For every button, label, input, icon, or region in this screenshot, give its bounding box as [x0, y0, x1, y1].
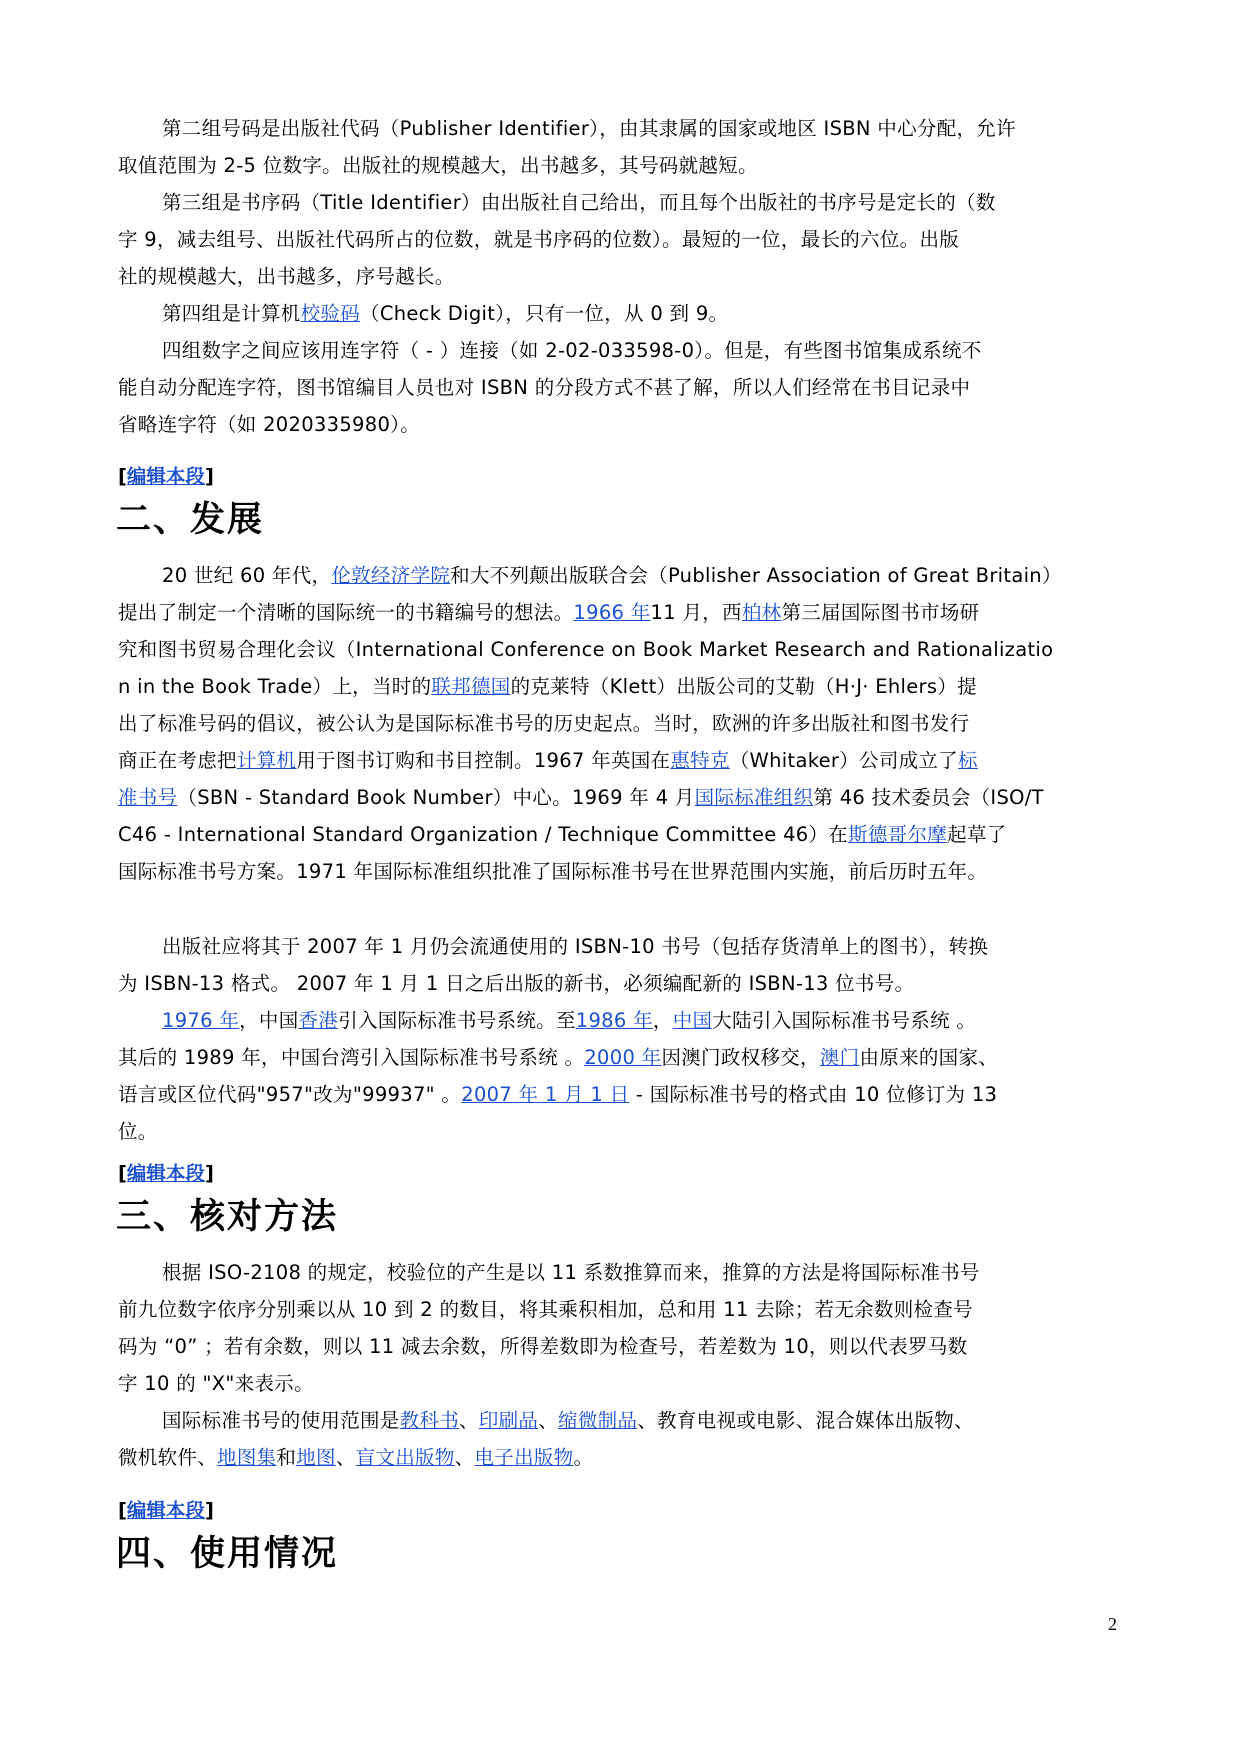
text-run: （Whitaker）公司成立了: [729, 749, 959, 772]
paragraph-hyphen: [118, 332, 1178, 443]
text-line: 位。: [118, 1120, 158, 1143]
text-run: 国际标准书号的使用范围是: [162, 1409, 400, 1432]
text-line: [118, 295, 1178, 332]
heading-development: 二、发展: [116, 500, 265, 540]
text-line: 出版社应将其于 2007 年 1 月仍会流通使用的 ISBN-10 书号（包括存货清单上的图书），转换: [162, 935, 989, 958]
paragraph-scope: [118, 1402, 1178, 1476]
link-textbook[interactable]: 教科书: [399, 1409, 460, 1432]
text-line: 第三组是书序码（Title Identifier）由出版社自己给出，而且每个出版社的书序号是定长的（数: [162, 191, 996, 214]
edit-section-link-3: [118, 1496, 214, 1526]
text-run: 语言或区位代码"957"改为"99937" 。: [118, 1083, 462, 1106]
edit-section-link-1: [118, 462, 214, 492]
text-run: 因澳门政权移交，: [661, 1046, 820, 1069]
text-run: 、: [454, 1446, 475, 1469]
text-run: - 国际标准书号的格式由 10 位修订为 13: [629, 1083, 998, 1106]
edit-section-button[interactable]: 编辑本段: [126, 465, 205, 488]
text-line: [118, 742, 1178, 779]
text-line: 字 10 的 "X"来表示。: [118, 1372, 314, 1395]
link-iso[interactable]: 国际标准组织: [694, 786, 814, 809]
text-run: C46 - International Standard Organization / Technique Committee 46）在: [118, 823, 849, 846]
text-run: 、: [335, 1446, 356, 1469]
edit-section-button[interactable]: 编辑本段: [126, 1499, 205, 1522]
link-check-digit[interactable]: 校验码: [300, 302, 361, 325]
text-run: （Check Digit），只有一位，从 0 到 9。: [360, 302, 729, 325]
text-line: [118, 816, 1178, 853]
text-run: 提出了制定一个清晰的国际统一的书籍编号的想法。: [118, 601, 574, 624]
text-run: 和大不列颠出版联合会（Publisher Association of Great Britain）: [450, 564, 1062, 587]
bracket: ]: [204, 1499, 214, 1522]
link-lse[interactable]: 伦敦经济学院: [331, 564, 451, 587]
paragraph-publisher-identifier: [118, 110, 1178, 184]
text-run: 、: [538, 1409, 559, 1432]
heading-usage: 四、使用情况: [116, 1534, 339, 1574]
text-run: 11 月，西: [650, 601, 742, 624]
text-run: 20 世纪 60 年代，: [162, 564, 332, 587]
text-line: [118, 1402, 1178, 1439]
text-run: 其后的 1989 年，中国台湾引入国际标准书号系统 。: [118, 1046, 585, 1069]
link-2000[interactable]: 2000 年: [584, 1046, 662, 1069]
text-run: 微机软件、: [118, 1446, 218, 1469]
link-1986[interactable]: 1986 年: [575, 1009, 653, 1032]
link-sbn[interactable]: 标: [958, 749, 978, 772]
bracket: ]: [204, 1162, 214, 1185]
text-run: 的克莱特（Klett）出版公司的艾勒（H·J· Ehlers）提: [510, 675, 977, 698]
heading-check-method: 三、核对方法: [116, 1197, 339, 1237]
bracket: [: [118, 1162, 127, 1185]
text-run: 第 46 技术委员会（ISO/T: [813, 786, 1044, 809]
text-run: 商正在考虑把: [118, 749, 237, 772]
text-line: 究和图书贸易合理化会议（International Conference on Book Market Research and Rationalizatio: [118, 638, 1054, 661]
link-braille[interactable]: 盲文出版物: [355, 1446, 455, 1469]
link-west-germany[interactable]: 联邦德国: [431, 675, 511, 698]
link-china[interactable]: 中国: [672, 1009, 713, 1032]
paragraph-check-digit: [118, 295, 1178, 332]
paragraph-history: [118, 557, 1178, 890]
text-line: 四组数字之间应该用连字符（ - ）连接（如 2-02-033598-0）。但是，有些图书馆集成系统不: [162, 339, 982, 362]
link-macau[interactable]: 澳门: [819, 1046, 860, 1069]
paragraph-check-method: [118, 1254, 1178, 1402]
link-2007-jan-1[interactable]: 2007 年 1 月 1 日: [461, 1083, 630, 1106]
link-map[interactable]: 地图: [296, 1446, 336, 1469]
text-line: 为 ISBN-13 格式。 2007 年 1 月 1 日之后出版的新书，必须编配新的 ISBN-13 位书号。: [118, 972, 915, 995]
text-line: 国际标准书号方案。1971 年国际标准组织批准了国际标准书号在世界范围内实施，前后历时五年。: [118, 860, 988, 883]
link-stockholm[interactable]: 斯德哥尔摩: [848, 823, 948, 846]
edit-section-link-2: [118, 1159, 214, 1189]
link-hongkong[interactable]: 香港: [298, 1009, 339, 1032]
text-line: [118, 594, 1178, 631]
text-line: 字 9，减去组号、出版社代码所占的位数，就是书序码的位数）。最短的一位，最长的六位。出版: [118, 228, 960, 251]
link-electronic-publication[interactable]: 电子出版物: [474, 1446, 574, 1469]
text-run: （SBN - Standard Book Number）中心。1969 年 4 月: [177, 786, 695, 809]
link-atlas[interactable]: 地图集: [217, 1446, 277, 1469]
text-line: [118, 668, 1178, 705]
link-printed-matter[interactable]: 印刷品: [478, 1409, 539, 1432]
paragraph-isbn13-conversion: [118, 928, 1178, 1002]
text-line: [118, 1076, 1178, 1113]
text-run: 第四组是计算机: [162, 302, 301, 325]
text-run: 、教育电视或电影、混合媒体出版物、: [637, 1409, 974, 1432]
link-computer[interactable]: 计算机: [236, 749, 297, 772]
link-berlin[interactable]: 柏林: [741, 601, 782, 624]
text-line: 前九位数字依序分别乘以从 10 到 2 的数目，将其乘积相加，总和用 11 去除；若无余数则检查号: [118, 1298, 973, 1321]
page-number: 2: [1108, 1614, 1117, 1634]
text-run: 、: [459, 1409, 479, 1432]
text-line: 能自动分配连字符，图书馆编目人员也对 ISBN 的分段方式不甚了解，所以人们经常在书目记录中: [118, 376, 971, 399]
text-run: 和: [276, 1446, 297, 1469]
text-line: 取值范围为 2-5 位数字。出版社的规模越大，出书越多，其号码就越短。: [118, 154, 758, 177]
text-line: 省略连字符（如 2020335980）。: [118, 413, 421, 436]
link-whitaker[interactable]: 惠特克: [670, 749, 730, 772]
text-run: 大陆引入国际标准书号系统 。: [712, 1009, 977, 1032]
text-run: 引入国际标准书号系统。至: [338, 1009, 576, 1032]
text-line: 第二组号码是出版社代码（Publisher Identifier），由其隶属的国家或地区 ISBN 中心分配，允许: [162, 117, 1016, 140]
bracket: [: [118, 1499, 127, 1522]
text-run: ，: [652, 1009, 673, 1032]
text-line: [118, 1002, 1178, 1039]
text-line: [118, 557, 1178, 594]
link-1966[interactable]: 1966 年: [573, 601, 651, 624]
bracket: ]: [204, 465, 214, 488]
text-run: 第三届国际图书市场研: [781, 601, 980, 624]
paragraph-adoption: [118, 1002, 1178, 1150]
text-run: 由原来的国家、: [859, 1046, 999, 1069]
text-line: 根据 ISO-2108 的规定，校验位的产生是以 11 系数推算而来，推算的方法是将国际标准书号: [162, 1261, 980, 1284]
text-line: 社的规模越大，出书越多，序号越长。: [118, 265, 455, 288]
text-run: 用于图书订购和书目控制。1967 年英国在: [296, 749, 671, 772]
text-run: 起草了: [947, 823, 1007, 846]
text-line: 出了标准号码的倡议，被公认为是国际标准书号的历史起点。当时，欧洲的许多出版社和图书发行: [118, 712, 970, 735]
link-sbn-cont[interactable]: 准书号: [118, 786, 178, 809]
paragraph-title-identifier: [118, 184, 1178, 295]
text-line: 码为 “0” ；若有余数，则以 11 减去余数，所得差数即为检查号，若差数为 10，则以代表罗马数: [118, 1335, 968, 1358]
text-run: ，中国: [239, 1009, 299, 1032]
bracket: [: [118, 465, 127, 488]
link-1976[interactable]: 1976 年: [162, 1009, 240, 1032]
text-line: [118, 1039, 1178, 1076]
text-run: 。: [573, 1446, 594, 1469]
link-microform[interactable]: 缩微制品: [558, 1409, 638, 1432]
text-run: n in the Book Trade）上，当时的: [118, 675, 432, 698]
text-line: [118, 1439, 1178, 1476]
text-line: [118, 779, 1178, 816]
edit-section-button[interactable]: 编辑本段: [126, 1162, 205, 1185]
